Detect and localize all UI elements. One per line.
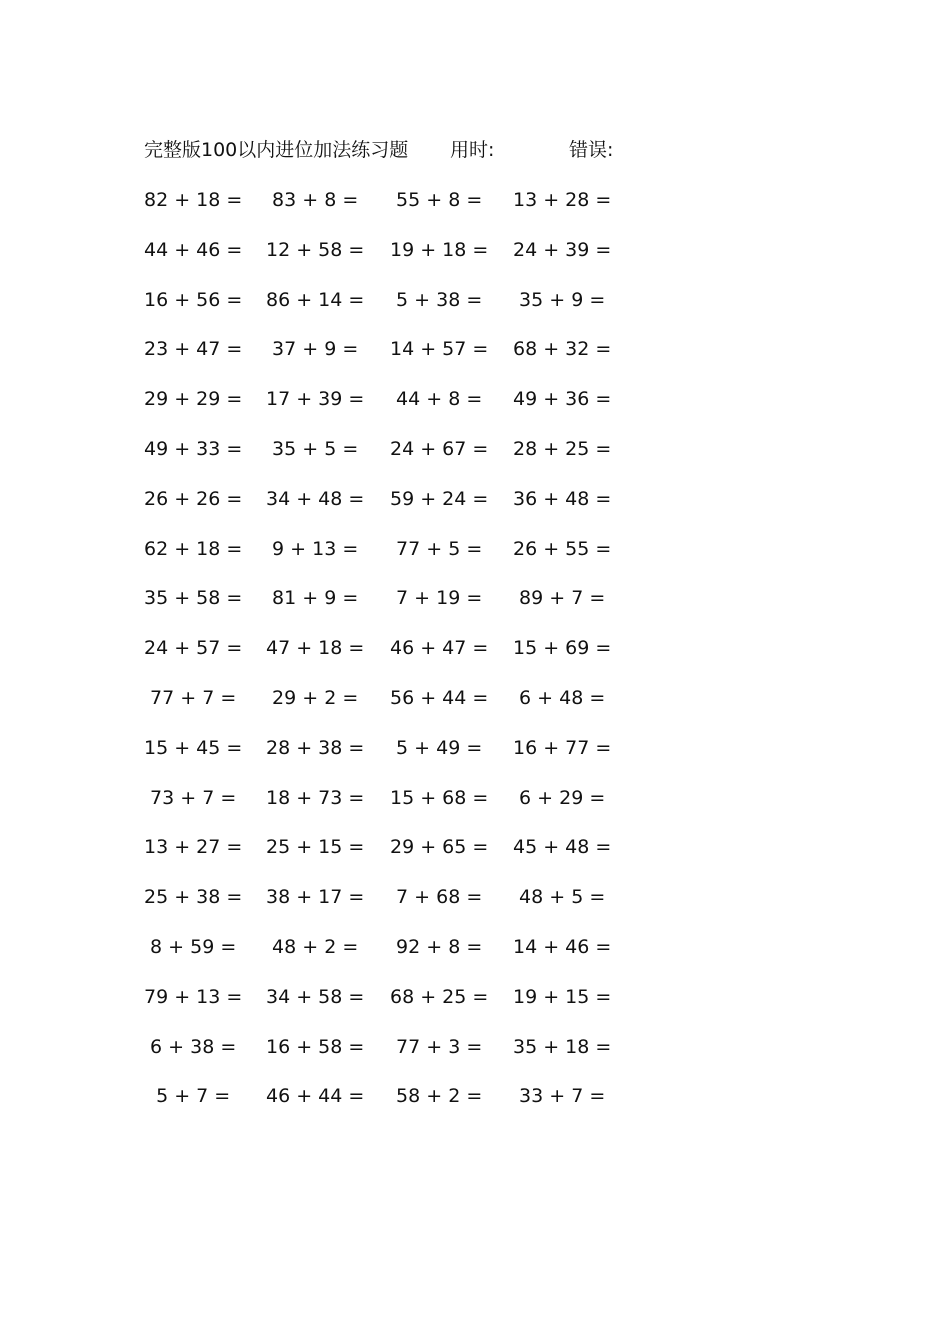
problem-item: 47 + 18 = [266, 637, 365, 660]
problem-item: 15 + 68 = [390, 786, 489, 809]
problem-item: 26 + 26 = [144, 487, 243, 510]
problem-item: 29 + 65 = [390, 836, 489, 859]
problem-item: 28 + 38 = [266, 736, 365, 759]
problem-item: 5 + 38 = [396, 288, 483, 311]
problem-item: 24 + 39 = [513, 238, 612, 261]
worksheet-title: 完整版100以内进位加法练习题 [144, 139, 409, 161]
problem-item: 16 + 56 = [144, 288, 243, 311]
problem-item: 24 + 57 = [144, 637, 243, 660]
problem-item: 79 + 13 = [144, 985, 243, 1008]
problem-item: 14 + 57 = [390, 338, 489, 361]
problem-item: 15 + 45 = [144, 736, 243, 759]
problem-item: 46 + 44 = [266, 1085, 365, 1108]
problem-item: 56 + 44 = [390, 687, 489, 709]
problem-item: 44 + 8 = [396, 388, 483, 411]
problem-item: 5 + 49 = [396, 736, 483, 759]
problem-item: 28 + 25 = [513, 438, 612, 460]
problem-item: 58 + 2 = [396, 1085, 483, 1108]
problem-item: 18 + 73 = [266, 786, 365, 809]
problem-item: 36 + 48 = [513, 487, 612, 510]
problem-item: 37 + 9 = [272, 338, 359, 361]
problem-item: 35 + 58 = [144, 587, 243, 610]
problem-item: 12 + 58 = [266, 238, 365, 261]
problem-item: 6 + 29 = [519, 786, 606, 809]
problem-item: 15 + 69 = [513, 637, 612, 660]
problem-item: 44 + 46 = [144, 238, 243, 261]
problem-item: 77 + 7 = [150, 687, 237, 709]
problem-item: 14 + 46 = [513, 936, 612, 958]
problem-item: 7 + 19 = [396, 587, 483, 610]
problem-item: 59 + 24 = [390, 487, 489, 510]
problem-item: 9 + 13 = [272, 537, 359, 560]
problem-item: 34 + 48 = [266, 487, 365, 510]
problem-item: 29 + 29 = [144, 388, 243, 411]
problem-item: 13 + 28 = [513, 189, 612, 211]
problem-item: 68 + 25 = [390, 985, 489, 1008]
problem-item: 77 + 5 = [396, 537, 483, 560]
problem-item: 19 + 15 = [513, 985, 612, 1008]
problem-item: 83 + 8 = [272, 189, 359, 211]
problem-item: 73 + 7 = [150, 786, 237, 809]
problem-item: 62 + 18 = [144, 537, 243, 560]
problem-item: 55 + 8 = [396, 189, 483, 211]
problem-item: 38 + 17 = [266, 886, 365, 909]
problem-item: 19 + 18 = [390, 238, 489, 261]
problem-item: 35 + 5 = [272, 438, 359, 460]
problem-item: 49 + 33 = [144, 438, 243, 460]
problem-item: 45 + 48 = [513, 836, 612, 859]
problem-item: 35 + 9 = [519, 288, 606, 311]
problem-item: 29 + 2 = [272, 687, 359, 709]
problem-item: 68 + 32 = [513, 338, 612, 361]
problem-item: 6 + 38 = [150, 1035, 237, 1058]
problem-item: 48 + 5 = [519, 886, 606, 909]
problem-item: 49 + 36 = [513, 388, 612, 411]
problem-item: 46 + 47 = [390, 637, 489, 660]
problem-item: 23 + 47 = [144, 338, 243, 361]
worksheet-header [144, 136, 664, 164]
problem-item: 26 + 55 = [513, 537, 612, 560]
problem-item: 35 + 18 = [513, 1035, 612, 1058]
problem-item: 34 + 58 = [266, 985, 365, 1008]
problem-item: 5 + 7 = [156, 1085, 231, 1108]
problem-item: 33 + 7 = [519, 1085, 606, 1108]
problem-item: 6 + 48 = [519, 687, 606, 709]
problem-item: 25 + 38 = [144, 886, 243, 909]
problem-item: 82 + 18 = [144, 189, 243, 211]
problem-item: 89 + 7 = [519, 587, 606, 610]
problem-item: 86 + 14 = [266, 288, 365, 311]
problem-item: 48 + 2 = [272, 936, 359, 958]
problem-item: 81 + 9 = [272, 587, 359, 610]
errors-label: 错误: [569, 139, 614, 161]
problem-item: 17 + 39 = [266, 388, 365, 411]
problem-item: 7 + 68 = [396, 886, 483, 909]
problem-item: 13 + 27 = [144, 836, 243, 859]
time-label: 用时: [450, 139, 495, 161]
problem-item: 77 + 3 = [396, 1035, 483, 1058]
problem-item: 8 + 59 = [150, 936, 237, 958]
problem-item: 16 + 77 = [513, 736, 612, 759]
problem-item: 92 + 8 = [396, 936, 483, 958]
problem-item: 24 + 67 = [390, 438, 489, 460]
problem-item: 16 + 58 = [266, 1035, 365, 1058]
problem-item: 25 + 15 = [266, 836, 365, 859]
